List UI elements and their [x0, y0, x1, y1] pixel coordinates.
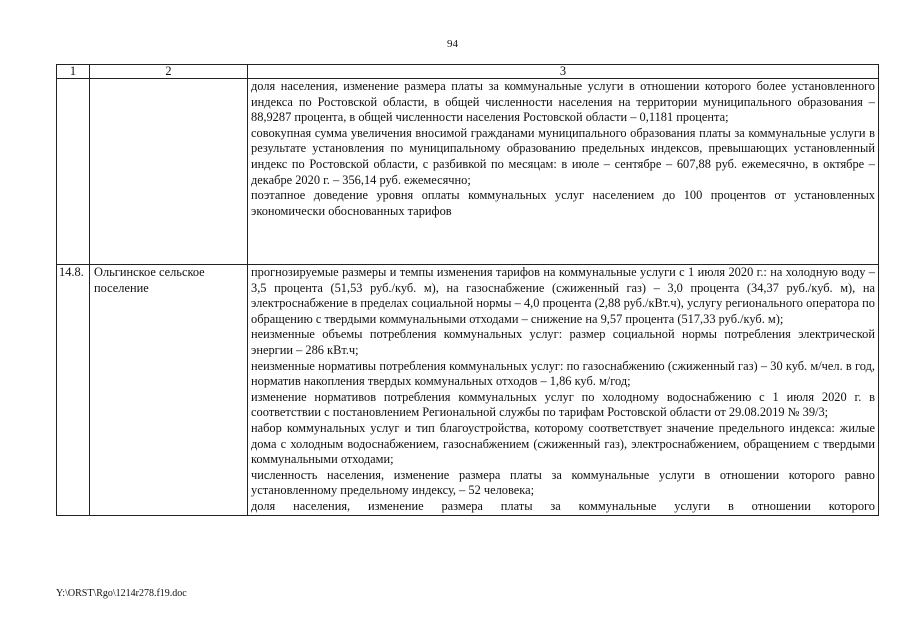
page-number: 94	[447, 38, 458, 50]
paragraph: неизменные объемы потребления коммунальных услуг: размер социальной нормы потребления электрической энергии – 286 кВт.ч;	[251, 327, 875, 357]
paragraph: прогнозируемые размеры и темпы изменения тарифов на коммунальные услуги с 1 июля 2020 г.: на холодную воду – 3,5 процента (51,53 руб./куб. м), на газоснабжение (сжиженный газ) – 3,0 процента (34,37 руб./куб. м), на электроснабжение в пределах социальной нормы – 4,0 процента (2,88 руб./кВт.ч), услугу регионального оператора по обращению с твердыми коммунальными отходами – снижение на 9,57 процента (517,33 руб./куб. м);	[251, 265, 875, 326]
paragraph: поэтапное доведение уровня оплаты коммунальных услуг населением до 100 процентов от установленных экономически обоснованных тарифов	[251, 188, 875, 218]
row-number: 14.8.	[57, 265, 90, 516]
paragraph: доля населения, изменение размера платы за коммунальные услуги в отношении которого более установленного индекса по Ростовской области, в общей численности населения на территории муниципального образования – 88,9287 процента, в общей численности населения Ростовской области – 0,1181 процента;	[251, 79, 875, 125]
header-col-1: 1	[57, 65, 90, 79]
table-row	[57, 265, 879, 516]
paragraph: доля населения, изменение размера платы за коммунальные услуги в отношении которого	[251, 498, 875, 513]
paragraph: численность населения, изменение размера платы за коммунальные услуги в отношении которого равно установленному предельному индексу, – 52 человека;	[251, 467, 875, 498]
table-header-row	[57, 65, 879, 79]
paragraph: неизменные нормативы потребления коммунальных услуг: по газоснабжению (сжиженный газ) – 30 куб. м/чел. в год, норматив накопления твердых коммунальных отходов – 1,86 куб. м/год;	[251, 358, 875, 389]
row-content	[248, 265, 879, 516]
header-col-3: 3	[248, 65, 879, 79]
file-path-footer: Y:\ORST\Rgo\1214r278.f19.doc	[56, 588, 187, 599]
document-table	[56, 64, 879, 516]
row-content	[248, 79, 879, 265]
paragraph: совокупная сумма увеличения вносимой гражданами муниципального образования платы за коммунальные услуги в результате установления по муниципальному образованию предельных индексов, превышающих установленный индекс по Ростовской области, с разбивкой по месяцам: в июле – сентябре – 607,88 руб. ежемесячно, в октябре – декабре 2020 г. – 356,14 руб. ежемесячно;	[251, 125, 875, 187]
table-row	[57, 79, 879, 265]
municipality-name: Ольгинское сельское поселение	[90, 265, 248, 516]
municipality-name	[90, 79, 248, 265]
paragraph: изменение нормативов потребления коммунальных услуг по холодному водоснабжению с 1 июля 2020 г. в соответствии с постановлением Региональной службы по тарифам Ростовской области от 29.08.2019 № 39/3;	[251, 389, 875, 420]
paragraph: набор коммунальных услуг и тип благоустройства, которому соответствует значение предельного индекса: жилые дома с холодным водоснабжением, газоснабжением (сжиженный газ), электроснабжением, обращением с твердыми коммунальными отходами;	[251, 420, 875, 467]
row-number	[57, 79, 90, 265]
header-col-2: 2	[90, 65, 248, 79]
